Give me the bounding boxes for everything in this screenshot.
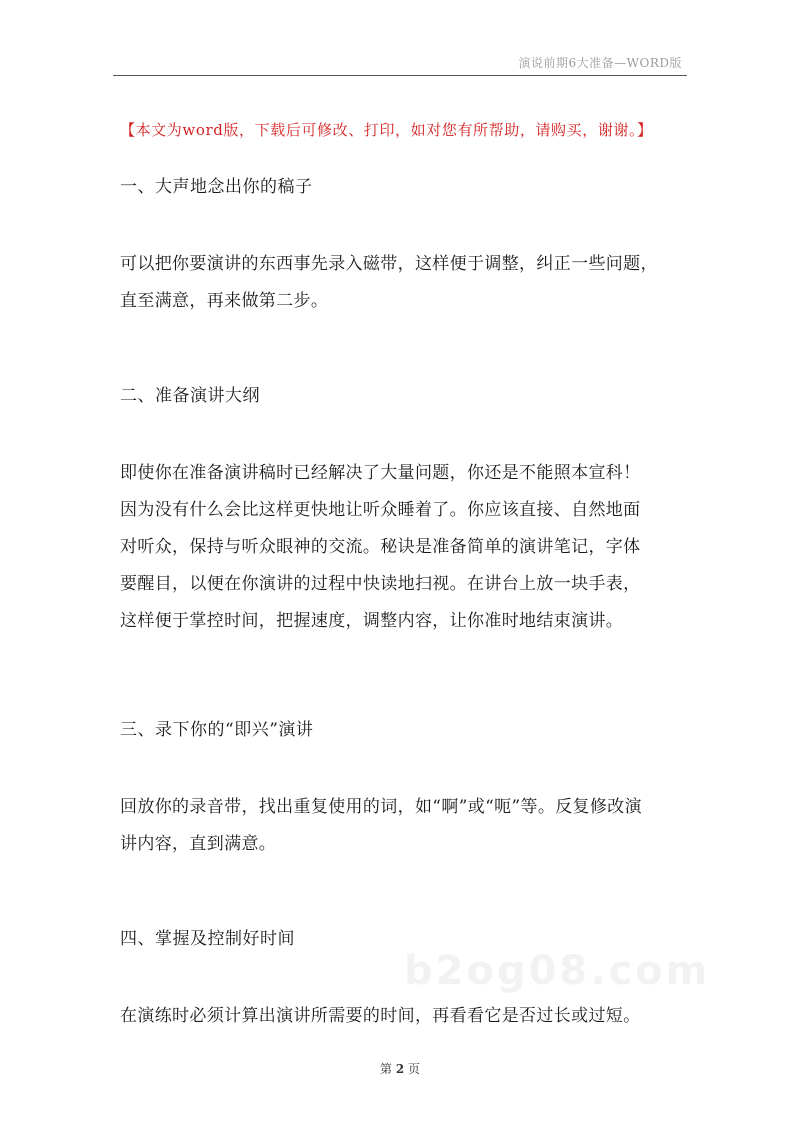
- section-paragraph-4: [120, 998, 690, 1035]
- section-paragraph-3: [120, 789, 690, 863]
- paragraph-line: 因为没有什么会比这样更快地让听众睡着了。你应该直接、自然地面: [120, 500, 641, 520]
- section-heading-1: 一、大声地念出你的稿子: [120, 177, 313, 197]
- section-paragraph-2: [120, 455, 690, 640]
- page-number: 2: [395, 1062, 405, 1076]
- paragraph-line: 直至满意，再来做第二步。: [120, 291, 329, 311]
- paragraph-line: 要醒目，以便在你演讲的过程中快读地扫视。在讲台上放一块手表，: [120, 574, 641, 594]
- download-notice: 【本文为word版，下载后可修改、打印，如对您有所帮助，请购买，谢谢。】: [120, 121, 653, 139]
- section-heading-4: 四、掌握及控制好时间: [120, 929, 295, 949]
- page-prefix: 第: [379, 1062, 392, 1076]
- paragraph-line: 在演练时必须计算出演讲所需要的时间，再看看它是否过长或过短。: [120, 1006, 641, 1026]
- paragraph-line: 回放你的录音带，找出重复使用的词，如“啊”或“呃”等。反复修改演: [120, 797, 642, 817]
- paragraph-line: 这样便于掌控时间，把握速度，调整内容，让你准时地结束演讲。: [120, 611, 624, 631]
- paragraph-line: 讲内容，直到满意。: [120, 834, 277, 854]
- section-heading-2: 二、准备演讲大纲: [120, 386, 260, 406]
- page-suffix: 页: [408, 1062, 421, 1076]
- paragraph-line: 即使你在准备演讲稿时已经解决了大量问题，你还是不能照本宣科！: [120, 463, 641, 483]
- watermark: b2og08.com: [404, 948, 711, 994]
- section-paragraph-1: [120, 246, 690, 320]
- header-divider: [113, 75, 687, 76]
- paragraph-line: 对听众，保持与听众眼神的交流。秘诀是准备简单的演讲笔记，字体: [120, 537, 641, 557]
- page-footer: [0, 1060, 800, 1077]
- header-title: 演说前期6大准备—WORD版: [518, 56, 682, 70]
- paragraph-line: 可以把你要演讲的东西事先录入磁带，这样便于调整，纠正一些问题，: [120, 254, 658, 274]
- section-heading-3: 三、录下你的“即兴”演讲: [120, 720, 314, 740]
